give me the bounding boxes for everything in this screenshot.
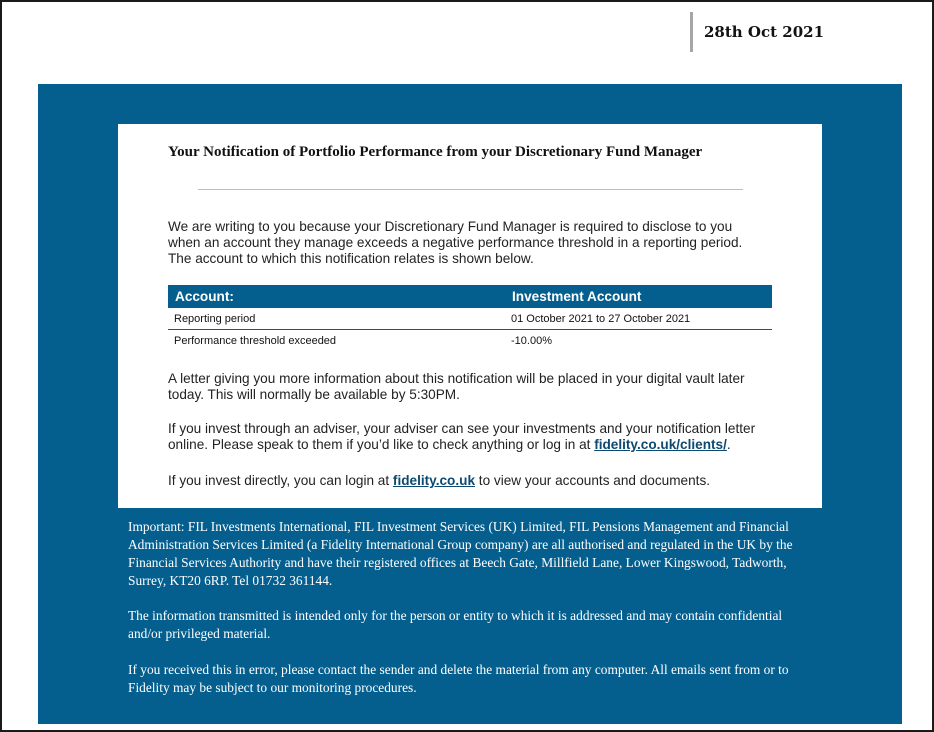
adviser-text-end: . xyxy=(726,437,731,452)
notification-title: Your Notification of Portfolio Performance from your Discretionary Fund Manager xyxy=(168,144,703,160)
notification-card xyxy=(118,124,822,508)
important-disclaimer: Important: FIL Investments International, FIL Investment Services (UK) Limited, FIL Pensions Management and Financial Administration Services Limited (a Fidelity International Group company) are all authorised and regulated in the UK by the Financial Services Authority and have their registered offices at Beech Gate, Millfield Lane, Lower Kingswood, Tadworth, Surrey, KT20 6RP. Tel 01732 361144. xyxy=(128,519,793,588)
title-divider xyxy=(198,189,743,190)
adviser-paragraph xyxy=(168,421,768,453)
error-notice: If you received this in error, please contact the sender and delete the material from any computer. All emails sent from or to Fidelity may be subject to our monitoring procedures. xyxy=(128,662,789,695)
email-body-panel xyxy=(38,84,902,724)
table-row xyxy=(168,330,772,352)
account-table-header xyxy=(168,285,772,308)
confidentiality-notice: The information transmitted is intended only for the person or entity to which it is addressed and may contain confidential and/or privileged material. xyxy=(128,608,783,641)
direct-paragraph xyxy=(168,473,768,489)
direct-text: If you invest directly, you can login at xyxy=(168,473,393,488)
clients-link[interactable]: fidelity.co.uk/clients/ xyxy=(594,437,727,452)
direct-text-end: to view your accounts and documents. xyxy=(475,473,711,488)
document-date: 28th Oct 2021 xyxy=(704,23,825,41)
account-table xyxy=(168,285,772,351)
fidelity-link[interactable]: fidelity.co.uk xyxy=(392,473,476,488)
threshold-value: -10.00% xyxy=(511,334,552,347)
date-divider xyxy=(690,12,693,52)
threshold-label: Performance threshold exceeded xyxy=(174,334,337,347)
letter-paragraph: A letter giving you more information about this notification will be placed in your digital vault later today. This will normally be available by 5:30PM. xyxy=(168,371,745,402)
reporting-period-value: 01 October 2021 to 27 October 2021 xyxy=(503,308,772,330)
account-header-label: Account: xyxy=(168,285,503,308)
adviser-text: If you invest through an adviser, your adviser can see your investments and your notification letter online. Please speak to them if you’d like to check anything or log in at xyxy=(168,421,756,452)
account-header-value: Investment Account xyxy=(503,285,772,308)
intro-paragraph: We are writing to you because your Discretionary Fund Manager is required to disclose to you when an account they manage exceeds a negative performance threshold in a reporting period. The account to which this notification relates is shown below. xyxy=(168,219,743,266)
table-row xyxy=(168,308,772,330)
reporting-period-label: Reporting period xyxy=(168,308,503,330)
